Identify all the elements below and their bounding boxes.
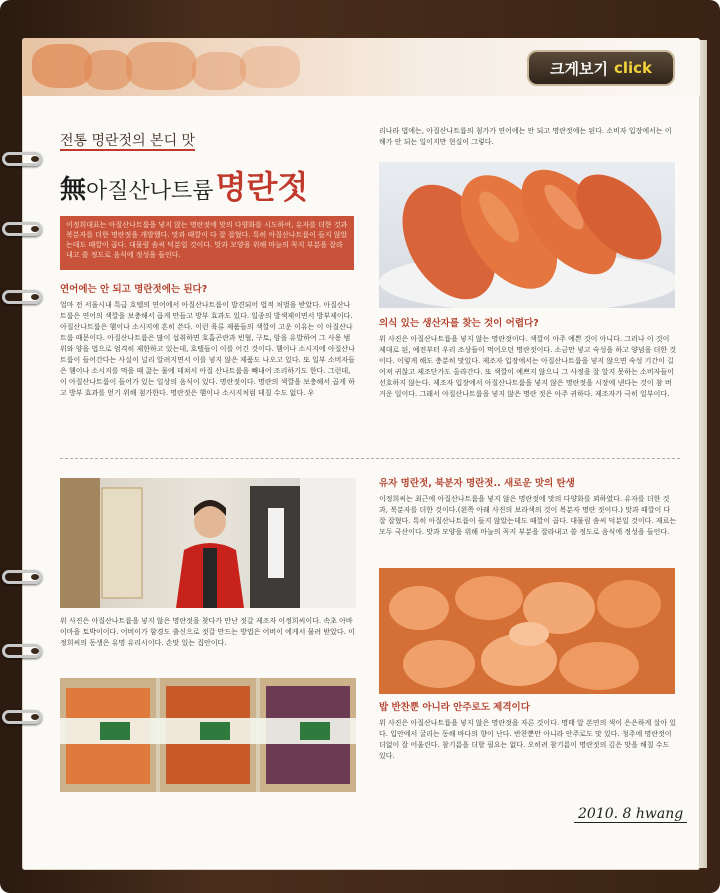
- shop-scene: [60, 478, 356, 608]
- header-banner: [22, 38, 700, 96]
- enlarge-label: 크게보기: [549, 59, 608, 78]
- binder-ring-2: [2, 222, 42, 236]
- intro-box: 이정희대표는 아질산나트륨을 넣지 않는 명란젓에 맛의 다양화를 시도하여, 유자를 더한 것과 북분자를 더한 명란젓을 개발했다. 맛과 때깔이 다 잘 잡혔다. 특히 아질산나트륨이 들지 않았는데도 때깔이 곱다. 대물림 솜씨 덕분일 것이다. 맛과 모양을 위해 마늘의 꼭지 부분을 잘라내고 쓸 정도로 음식에 정성을 들인다.: [60, 216, 354, 270]
- binder-ring-3: [2, 290, 42, 304]
- title-accent: 명란젓: [215, 168, 309, 206]
- roe-photo-whole: [379, 162, 675, 308]
- section-new-flavors-body: 이정희씨는 최근에 아질산나트륨을 넣지 않은 명란젓에 맛의 다양화를 꾀하였다. 유자를 더한 것과, 북분자를 더한 것이다.(왼쪽 아래 사진의 보라색의 것이 복분자 명란 젓이다.) 맛과 때깔이 다 잘 잡혔다. 특히 아질산나트륨이 들지 않았는데도 때깔이 곱다. 대물림 솜씨 덕분일 것이다. 재료는 모두 국산이다. 맛과 모양을 위해 마늘의 꼭지 부분을 잘라내고 쓸 정도로 음식에 정성을 들인다.: [379, 495, 677, 536]
- section-new-flavors-heading: 유자 명란젓, 북분자 명란젓.. 새로운 맛의 탄생: [379, 478, 575, 489]
- magazine-page: [22, 38, 700, 870]
- section-salmon: [60, 284, 356, 399]
- title-main: 아질산나트륨: [86, 179, 214, 204]
- section-new-flavors: [379, 478, 677, 538]
- product-box-photo: [60, 678, 356, 792]
- binder-ring-1: [2, 152, 42, 166]
- section-side-dish-body: 위 사진은 아질산나트륨을 넣지 않은 명란젓을 자른 것이다. 명태 알 본연의 색이 은은하게 살아 있다. 입안에서 굴리는 동해 바다의 향이 난다. 반찬뿐만 아니라 안주로도 맛 있다. 청주에 명란젓이 더없이 잘 어울린다. 참기름을 더할 필요는 없다. 오히려 참기름이 명란젓의 깊은 맛을 해칠 수도 있다.: [379, 719, 677, 760]
- section-producer: [379, 318, 677, 400]
- roe-illustration: [379, 162, 675, 308]
- click-label: click: [613, 59, 652, 77]
- page-edge: [699, 40, 707, 868]
- section-producer-body: 위 사진은 아질산나트륨을 넣지 않는 명란젓이다. 색깔이 아주 예쁜 것이 아니다. 그러나 이 것이 제대로 된, 예전부터 우리 조상들이 먹어오던 명란젓이다. 소금만 넣고 숙성을 하고 양념을 더한 것이다. 이렇게 해도 충분히 맛있다. 제조자 입장에서는 아질산나트륨을 넣지 않으면 숙성 기간이 길어져 귀찮고 제조단가도 올라간다. 또 색깔이 예쁘지 않으니 그 사정을 잘 알지 못하는 소비자들이 선호하지 않는다. 제조자 입장에서 아질산나트륨을 넣지 않은 명란젓을 시장에 낸다는 것이 참 버거운 일이다. 그래서 아질산나트륨을 넣지 않은 명란 젓은 아주 귀하다. 제조자가 극히 일부이다.: [379, 335, 677, 398]
- cut-roe-illustration: [379, 568, 675, 694]
- binder-ring-5: [2, 644, 42, 658]
- author-signature: 2010. 8 hwang: [574, 806, 687, 823]
- section-divider: [60, 458, 680, 459]
- section-producer-heading: 의식 있는 생산자를 찾는 것이 어렵다?: [379, 318, 539, 329]
- title-block: [60, 130, 308, 208]
- title-mu: 無: [60, 175, 87, 205]
- page-title: [60, 162, 308, 208]
- section-salmon-body: 얼마 전 서울시내 특급 호텔의 연어에서 아질산나트륨이 발견되어 법적 처벌을 받았다. 아질산나트륨은 연어의 색깔을 보충해서 곱게 만들고 방부 효과도 있다. 일종의 발색제이면서 방부제이다. 아질산나트륨은 햄이나 소시지에 흔히 쓴다. 이런 육류 제품들의 색깔이 고운 이유는 이 아질산나트륨 때문이다. 아질산나트륨은 많이 섭취하면 호흡곤란과 빈혈, 구토, 암을 유발하여 그 사용 범위와 양을 법으로 엄격히 제한하고 있는데, 호텔들이 이를 어긴 것이다. 햄이나 소시지에 아질산나트륨이 들어간다는 사실이 널리 알려지면서 이를 넣지 않은 제품도 나오고 있다. 또 일부 소비자들은 햄이나 소시지를 먹을 때 끓는 물에 데쳐서 아질 산나트륨을 빼내어 조리하기도 한다. 그런데, 이 아질산나트륨이 들어가 있는 일상의 음식이 있다. 명란젓이다. 명란의 색깔을 보충해서 곱게 하고 방부 효과를 얻기 위해 첨가한다. 명란젓은 햄이나 소시지처럼 데칠 수도 없다. 우: [60, 301, 355, 397]
- roe-photo-cut: [379, 568, 675, 694]
- section-side-dish-heading: 밥 반찬뿐 아니라 안주로도 제격이다: [379, 702, 530, 713]
- person-caption: 위 사진은 아질산나트륨을 넣지 않은 명란젓을 찾다가 만난 젓갈 제조자 이정희씨이다. 속초 아바이마을 토박이이다. 어버이가 함경도 출신으로 젓갈 만드는 방법은 어버이 에게서 물려 받았다. 이정희씨의 동생은 유명 유리시이다. 손맛 있는 집안이다.: [60, 617, 355, 647]
- enlarge-view-button[interactable]: [527, 50, 675, 86]
- binder-ring-4: [2, 570, 42, 584]
- binder-ring-6: [2, 710, 42, 724]
- section-salmon-heading: 연어에는 안 되고 명란젓에는 된다?: [60, 284, 208, 295]
- person-photo: [60, 478, 356, 608]
- product-boxes: [60, 678, 356, 792]
- section-side-dish: [379, 702, 677, 762]
- continuation-text: 리나라 법에는, 아질산나트륨의 첨가가 연어에는 안 되고 명란젓에는 된다. 소비자 입장에서는 이해가 안 되는 일이지만 현실이 그렇다.: [379, 127, 672, 146]
- subtitle: 전통 명란젓의 본디 맛: [60, 133, 196, 149]
